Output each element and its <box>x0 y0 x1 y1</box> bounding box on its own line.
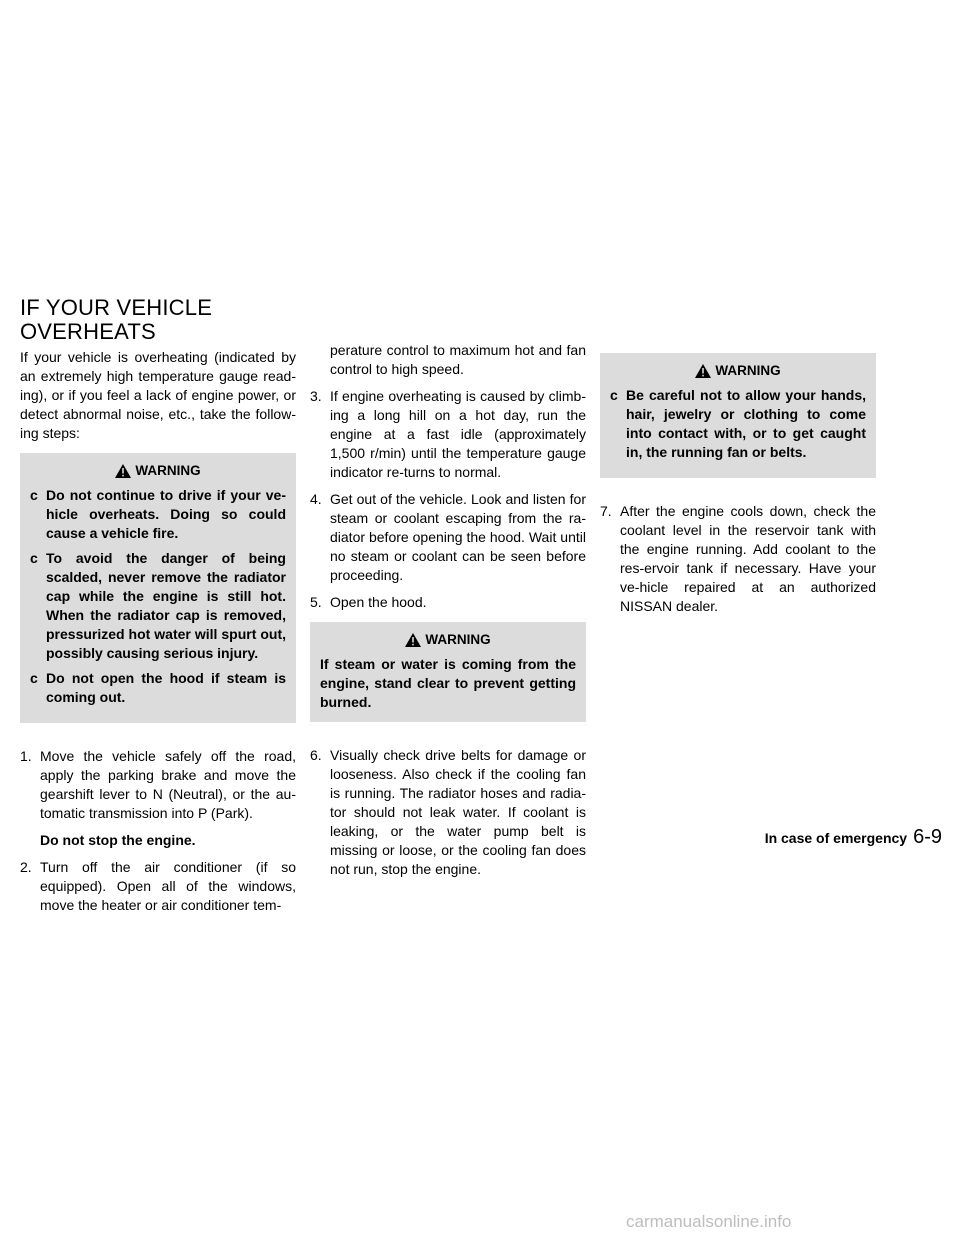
step-number: 1. <box>20 748 32 764</box>
step-text: Turn off the air conditioner (if so equipped). Open all of the windows, move the heater or air conditioner tem- <box>40 859 296 913</box>
page-number: 6-9 <box>913 826 942 848</box>
step-text: Get out of the vehicle. Look and listen for steam or coolant escaping from the ra-diator before opening the hood. Wait until no steam or coolant can be seen before proceeding. <box>330 491 586 583</box>
step-text: Move the vehicle safely off the road, apply the parking brake and move the gearshift lever to N (Neutral), or the au-tomatic transmission into P (Park). <box>40 748 296 821</box>
warning-item-text: Do not open the hood if steam is coming out. <box>46 670 286 705</box>
warning-item <box>610 386 866 462</box>
step-number: 6. <box>310 747 322 763</box>
step-2 <box>20 858 296 915</box>
step-5 <box>310 593 586 612</box>
step-2-continued <box>310 341 586 379</box>
warning-box-3 <box>600 353 876 478</box>
warning-label: WARNING <box>715 363 781 378</box>
warning-box-1 <box>20 453 296 723</box>
step-text: If engine overheating is caused by climb-ing a long hill on a hot day, run the engine at a fast idle (approximately 1,500 r/min) until the temperature gauge indicator re-turns to normal. <box>330 388 586 480</box>
page-title-line-1: IF YOUR VEHICLE <box>20 295 213 320</box>
bullet-glyph: c <box>30 670 38 686</box>
step-text: Open the hood. <box>330 594 427 610</box>
warning-item-text: Do not continue to drive if your ve-hicle overheats. Doing so could cause a vehicle fire. <box>46 487 286 541</box>
bullet-glyph: c <box>610 387 618 403</box>
warning-triangle-icon <box>405 633 421 647</box>
watermark: carmanualsonline.info <box>626 1212 792 1231</box>
column-3 <box>600 341 876 624</box>
warning-label: WARNING <box>425 632 491 647</box>
page-footer <box>722 826 942 849</box>
warning-header <box>320 630 576 649</box>
intro-paragraph: If your vehicle is overheating (indicated by an extremely high temperature gauge read-ing), or if you feel a lack of engine power, or detect abnormal noise, etc., take the follow-ing steps: <box>20 349 296 441</box>
step-1-note <box>20 831 296 850</box>
warning-triangle-icon <box>695 364 711 378</box>
warning-box-2 <box>310 622 586 722</box>
step-text: After the engine cools down, check the coolant level in the reservoir tank with the engine running. Add coolant to the res-ervoir tank if necessary. Have your ve-hicle repaired at an authorized NISSAN dealer. <box>620 503 876 614</box>
bullet-glyph: c <box>30 487 38 503</box>
step-3 <box>310 387 586 482</box>
page-title-line-2: OVERHEATS <box>20 319 156 344</box>
warning-label: WARNING <box>135 463 201 478</box>
step-1 <box>20 747 296 823</box>
step-number: 5. <box>310 594 322 610</box>
warning-header <box>30 461 286 480</box>
section-name: In case of emergency <box>764 830 908 846</box>
warning-item-text: To avoid the danger of being scalded, never remove the radiator cap while the engine is still hot. When the radiator cap is removed, pressurized hot water will spurt out, possibly causing serious injury. <box>46 550 286 661</box>
warning-text: If steam or water is coming from the engine, stand clear to prevent getting burned. <box>320 656 576 710</box>
column-1 <box>20 348 296 923</box>
step-number: 7. <box>600 503 612 519</box>
step-7 <box>600 502 876 616</box>
bullet-glyph: c <box>30 550 38 566</box>
warning-item-text: Be careful not to allow your hands, hair, jewelry or clothing to come into contact with, or to get caught in, the running fan or belts. <box>626 387 866 460</box>
column-2 <box>310 341 586 887</box>
step-6 <box>310 746 586 879</box>
warning-item <box>30 486 286 543</box>
step-text: Visually check drive belts for damage or looseness. Also check if the cooling fan is running. The radiator hoses and radia-tor should not leak water. If coolant is leaking, or the water pump belt is missing or loose, or the cooling fan does not run, stop the engine. <box>330 747 586 877</box>
warning-item <box>30 669 286 707</box>
warning-header <box>610 361 866 380</box>
warning-item <box>30 549 286 663</box>
warning-list <box>30 486 286 707</box>
page-title <box>20 296 420 344</box>
step-4 <box>310 490 586 585</box>
step-text: perature control to maximum hot and fan control to high speed. <box>330 342 586 377</box>
step-note-text: Do not stop the engine. <box>40 832 196 848</box>
step-number: 3. <box>310 388 322 404</box>
step-number: 4. <box>310 491 322 507</box>
step-number: 2. <box>20 859 32 875</box>
warning-triangle-icon <box>115 464 131 478</box>
warning-list <box>610 386 866 462</box>
